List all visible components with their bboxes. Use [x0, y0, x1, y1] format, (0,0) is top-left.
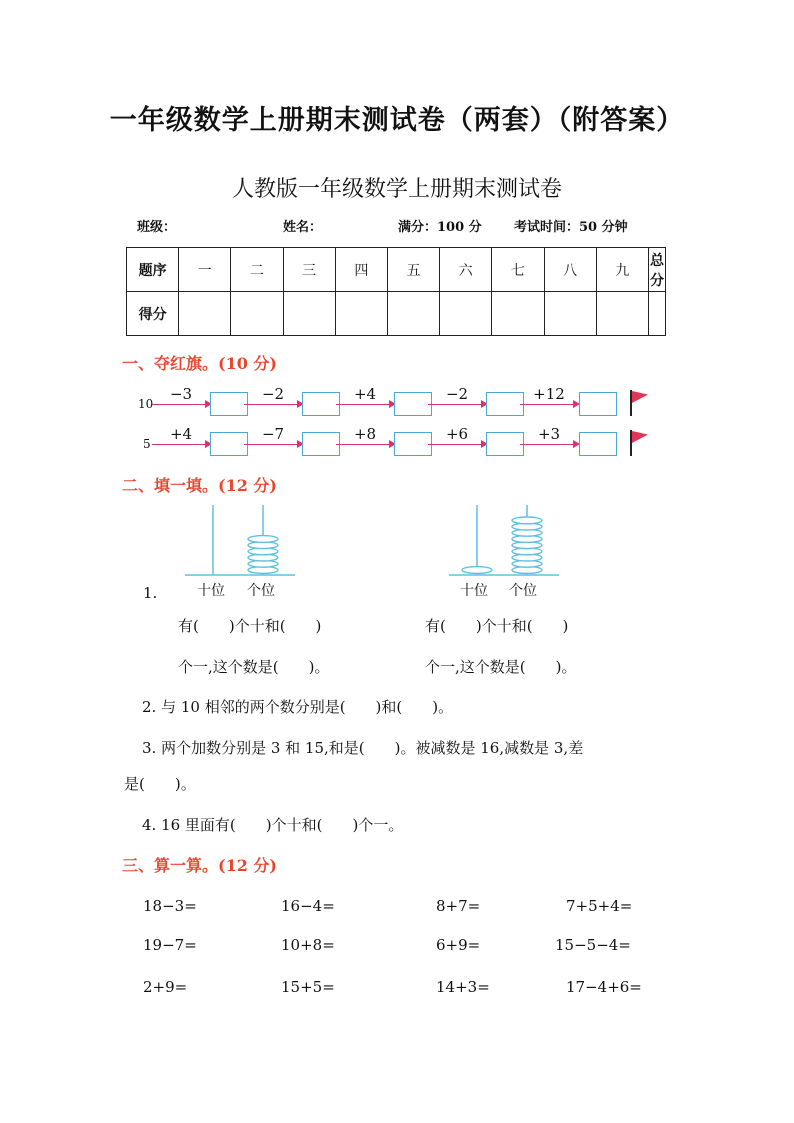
score-header-cell: 五	[387, 248, 439, 292]
full-score: 满分：100 分	[398, 220, 482, 235]
section1-title: 一、夺红旗。(10 分)	[122, 354, 277, 373]
operation-label: −2	[445, 385, 469, 403]
arrow-icon	[336, 404, 394, 405]
score-table-header-row	[127, 248, 666, 292]
class-label: 班级：	[137, 220, 177, 235]
score-header-cell: 三	[283, 248, 335, 292]
question-2: 2. 与 10 相邻的两个数分别是( )和( )。	[142, 698, 454, 716]
score-cell[interactable]	[231, 292, 283, 336]
answer-box[interactable]	[579, 432, 617, 456]
score-cell[interactable]	[283, 292, 335, 336]
q1a-line2: 个一,这个数是( )。	[178, 658, 330, 676]
section2-title: 二、填一填。(12 分)	[122, 476, 277, 495]
score-header-cell: 九	[596, 248, 648, 292]
score-row-label: 得分	[127, 292, 179, 336]
abacus-tens-label: 十位	[197, 583, 225, 599]
score-cell[interactable]	[648, 292, 665, 336]
abacus-bead	[248, 536, 278, 543]
score-table	[126, 247, 666, 336]
score-header-cell: 二	[231, 248, 283, 292]
section3-title: 三、算一算。(12 分)	[122, 856, 277, 875]
arrow-icon	[244, 404, 302, 405]
chain-start-number: 5	[143, 437, 151, 451]
calc-item: 7+5+4=	[566, 897, 633, 915]
arrow-icon	[520, 444, 578, 445]
q1a-line1: 有( )个十和( )	[178, 617, 322, 635]
exam-time: 考试时间：50 分钟	[514, 220, 628, 235]
calc-item: 18−3=	[143, 897, 197, 915]
calc-item: 14+3=	[436, 978, 490, 996]
abacus-ones-label: 个位	[247, 583, 275, 599]
sub-title: 人教版一年级数学上册期末测试卷	[231, 177, 562, 202]
score-cell[interactable]	[387, 292, 439, 336]
answer-box[interactable]	[579, 392, 617, 416]
arrow-icon	[428, 444, 486, 445]
question-4: 4. 16 里面有( )个十和( )个一。	[142, 816, 404, 834]
score-header-cell: 七	[492, 248, 544, 292]
question-3-line2: 是( )。	[124, 775, 196, 793]
arrow-icon	[152, 404, 210, 405]
calc-item: 16−4=	[281, 897, 335, 915]
arrow-icon	[152, 444, 210, 445]
calc-item: 19−7=	[143, 936, 197, 954]
score-header-cell: 题序	[127, 248, 179, 292]
score-header-cell: 总分	[648, 248, 665, 292]
calc-item: 15−5−4=	[555, 936, 631, 954]
score-header-cell: 一	[179, 248, 231, 292]
arrow-icon	[336, 444, 394, 445]
name-label: 姓名：	[283, 220, 323, 235]
calc-item: 6+9=	[436, 936, 481, 954]
score-cell[interactable]	[596, 292, 648, 336]
abacus-left-icon	[180, 500, 300, 580]
q1b-line2: 个一,这个数是( )。	[425, 658, 577, 676]
operation-label: −7	[261, 425, 285, 443]
red-flag-icon	[630, 390, 632, 416]
calc-item: 10+8=	[281, 936, 335, 954]
score-cell[interactable]	[179, 292, 231, 336]
chain-start-number: 10	[138, 397, 154, 411]
question-number: 1.	[143, 584, 158, 602]
score-header-cell: 八	[544, 248, 596, 292]
operation-label: +3	[537, 425, 561, 443]
score-cell[interactable]	[335, 292, 387, 336]
abacus-right-icon	[444, 500, 564, 580]
operation-label: +8	[353, 425, 377, 443]
score-header-cell: 四	[335, 248, 387, 292]
abacus-bead	[512, 517, 542, 524]
arrow-icon	[244, 444, 302, 445]
calc-item: 15+5=	[281, 978, 335, 996]
arrow-icon	[428, 404, 486, 405]
score-table-score-row	[127, 292, 666, 336]
score-cell[interactable]	[544, 292, 596, 336]
red-flag-icon	[630, 430, 632, 456]
operation-label: +4	[169, 425, 193, 443]
score-header-cell: 六	[440, 248, 492, 292]
score-cell[interactable]	[492, 292, 544, 336]
operation-label: +6	[445, 425, 469, 443]
calc-item: 17−4+6=	[566, 978, 642, 996]
arrow-icon	[520, 404, 578, 405]
abacus-bead	[462, 567, 492, 574]
red-flag-icon	[632, 431, 648, 443]
operation-label: −3	[169, 385, 193, 403]
operation-label: −2	[261, 385, 285, 403]
operation-label: +4	[353, 385, 377, 403]
abacus-ones-label: 个位	[509, 583, 537, 599]
question-3-line1: 3. 两个加数分别是 3 和 15,和是( )。被减数是 16,减数是 3,差	[142, 739, 584, 757]
abacus-tens-label: 十位	[460, 583, 488, 599]
main-title: 一年级数学上册期末测试卷（两套）（附答案）	[109, 105, 685, 136]
operation-label: +12	[533, 385, 565, 403]
q1b-line1: 有( )个十和( )	[425, 617, 569, 635]
calc-item: 8+7=	[436, 897, 481, 915]
calc-item: 2+9=	[143, 978, 188, 996]
red-flag-icon	[632, 391, 648, 403]
score-cell[interactable]	[440, 292, 492, 336]
